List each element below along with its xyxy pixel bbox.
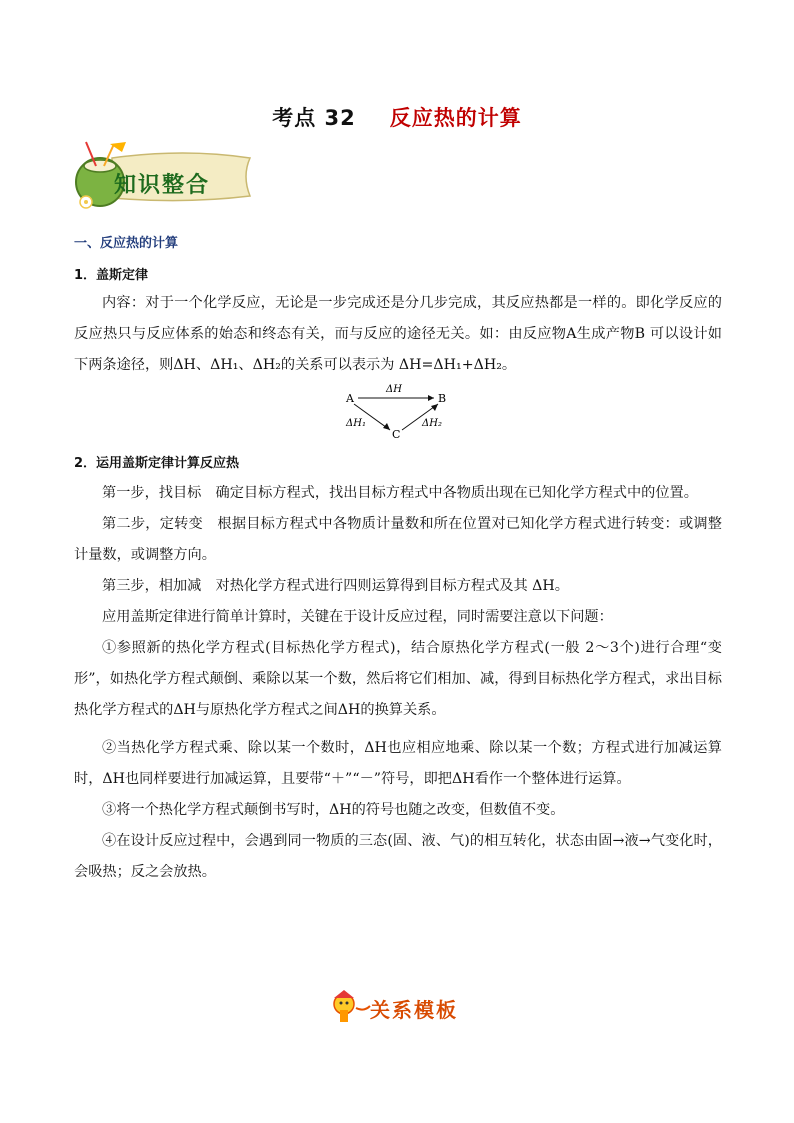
subsection-heading-apply-hess: 2．运用盖斯定律计算反应热 bbox=[74, 456, 240, 471]
step-two: 第二步，定转变 根据目标方程式中各物质计量数和所在位置对已知化学方程式进行转变：或调整计量数，或调整方向。 bbox=[74, 516, 722, 563]
point-two: ②当热化学方程式乘、除以某一个数时，ΔH也应相应地乘、除以某一个数；方程式进行加减运算时，ΔH也同样要进行加减运算，且要带“＋”“－”符号，即把ΔH看作一个整体进行运算。 bbox=[74, 740, 722, 787]
title-name: 反应热的计算 bbox=[389, 106, 522, 130]
point-one: ①参照新的热化学方程式(目标热化学方程式)，结合原热化学方程式(一般 2～3个)进行合理“变形”，如热化学方程式颠倒、乘除以某一个数，然后将它们相加、减，得到目标热化学方程式，求出目标热化学方程式的ΔH与原热化学方程式之间ΔH的换算关系。 bbox=[74, 640, 722, 718]
diagram-label-dh1: ΔH₁ bbox=[346, 418, 366, 429]
diagram-node-c: C bbox=[392, 428, 401, 441]
note-line: 应用盖斯定律进行简单计算时，关键在于设计反应过程，同时需要注意以下问题： bbox=[102, 609, 613, 625]
diagram-label-dh2: ΔH₂ bbox=[422, 418, 442, 429]
relation-template-heading: 关系模板 bbox=[370, 998, 458, 1022]
hess-cycle-diagram bbox=[340, 380, 460, 442]
diagram-label-dh: ΔH bbox=[386, 384, 402, 395]
diagram-node-b: B bbox=[438, 392, 447, 405]
diagram-node-a: A bbox=[346, 392, 354, 405]
hess-law-paragraph: 内容：对于一个化学反应，无论是一步完成还是分几步完成，其反应热都是一样的。即化学反应的反应热只与反应体系的始态和终态有关，而与反应的途径无关。如：由反应物A生成产物B 可以设计如下两条途径，则ΔH、ΔH₁、ΔH₂的关系可以表示为 ΔH=ΔH₁+ΔH₂。 bbox=[74, 295, 722, 373]
point-four: ④在设计反应过程中，会遇到同一物质的三态(固、液、气)的相互转化，状态由固→液→气变化时，会吸热；反之会放热。 bbox=[74, 833, 722, 880]
title-number: 考点 32 bbox=[272, 106, 356, 130]
page-title bbox=[0, 102, 794, 132]
point-three: ③将一个热化学方程式颠倒书写时，ΔH的符号也随之改变，但数值不变。 bbox=[102, 802, 565, 818]
step-three: 第三步，相加减 对热化学方程式进行四则运算得到目标方程式及其 ΔH。 bbox=[102, 578, 569, 594]
badge-label: 知识整合 bbox=[114, 173, 211, 198]
section-heading: 一、反应热的计算 bbox=[74, 236, 179, 251]
step-one: 第一步，找目标 确定目标方程式，找出目标方程式中各物质出现在已知化学方程式中的位置。 bbox=[102, 485, 698, 501]
subsection-heading-hess-law: 1．盖斯定律 bbox=[74, 268, 149, 283]
